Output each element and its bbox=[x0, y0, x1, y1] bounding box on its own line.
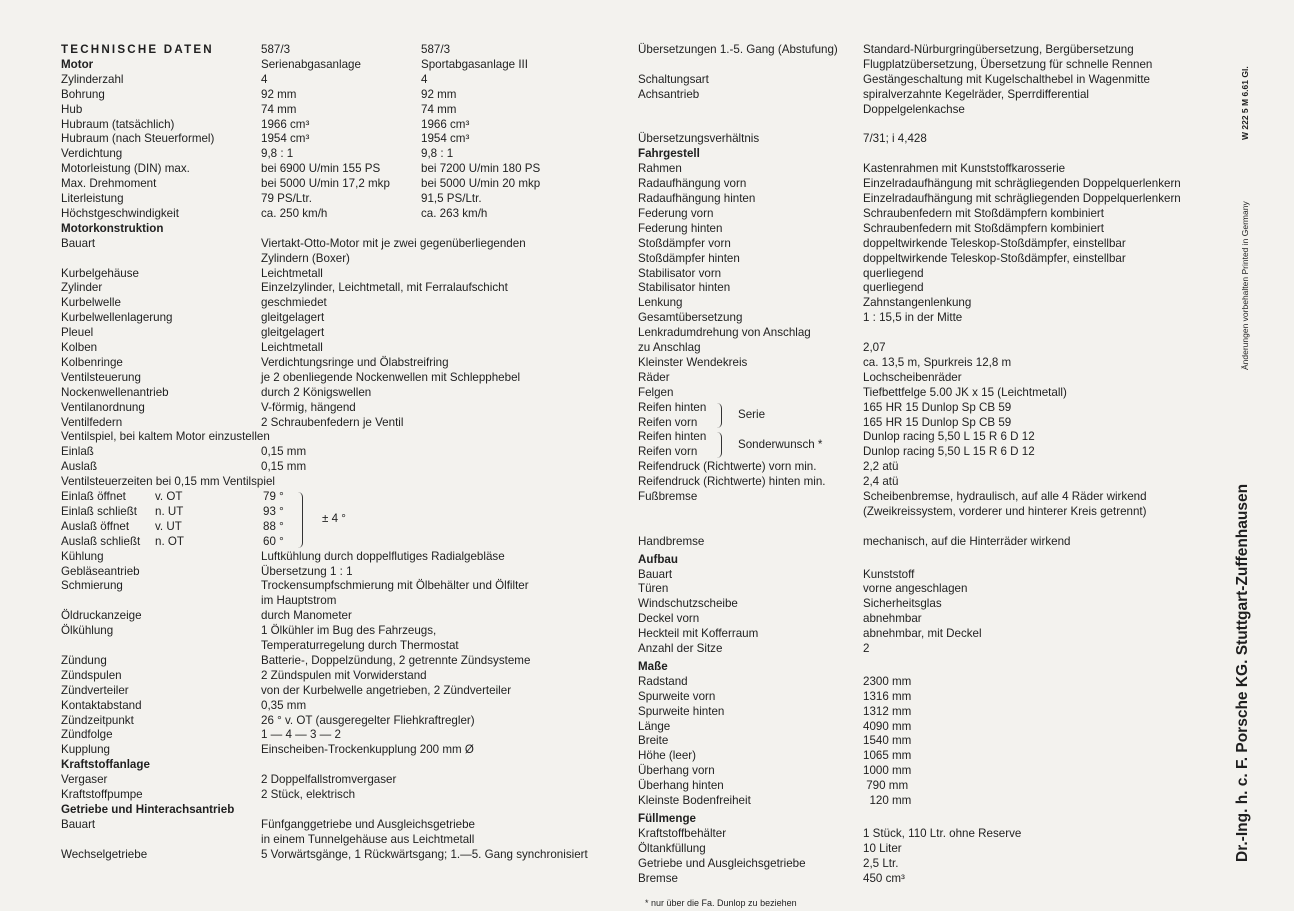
timing-reference: v. OT bbox=[155, 490, 183, 503]
tolerance-brace bbox=[296, 492, 303, 548]
spec-value: Übersetzung 1 : 1 bbox=[261, 564, 353, 578]
spec-label: Räder bbox=[638, 370, 670, 384]
spec-value: von der Kurbelwelle angetrieben, 2 Zündverteiler bbox=[261, 683, 512, 697]
spec-label: Heckteil mit Kofferraum bbox=[638, 627, 759, 641]
spec-label: Radstand bbox=[638, 674, 688, 688]
print-code: W 222 5 M 6.61 Gl. bbox=[1240, 66, 1250, 140]
spec-label: Lenkradumdrehung von Anschlag bbox=[638, 326, 811, 340]
spec-label: Länge bbox=[638, 719, 671, 733]
spec-label: Einlaß öffnet bbox=[61, 490, 126, 503]
spec-label: Hubraum (nach Steuerformel) bbox=[61, 132, 215, 146]
spec-value: 1000 mm bbox=[863, 764, 912, 778]
page-title: TECHNISCHE DATEN bbox=[61, 43, 214, 56]
spec-value: 88 ° bbox=[263, 519, 284, 533]
spec-label: Lenkung bbox=[638, 296, 683, 310]
spec-value: 1 : 15,5 in der Mitte bbox=[863, 311, 963, 325]
spec-label: Gebläseantrieb bbox=[61, 564, 140, 578]
spec-label: Verdichtung bbox=[61, 147, 123, 161]
spec-value: Flugplatzübersetzung, Übersetzung für schnelle Rennen bbox=[863, 57, 1153, 71]
spec-value: je 2 obenliegende Nockenwellen mit Schlepphebel bbox=[261, 370, 521, 384]
spec-value: Schraubenfedern mit Stoßdämpfern kombiniert bbox=[863, 221, 1105, 235]
spec-value-variant-2: bei 7200 U/min 180 PS bbox=[421, 162, 541, 176]
spec-label: Reifendruck (Richtwerte) hinten min. bbox=[638, 475, 826, 489]
spec-value: in einem Tunnelgehäuse aus Leichtmetall bbox=[261, 832, 475, 846]
spec-label: Kupplung bbox=[61, 743, 110, 757]
spec-label: Höhe (leer) bbox=[638, 749, 696, 763]
spec-value: abnehmbar bbox=[863, 612, 922, 626]
spec-value: 165 HR 15 Dunlop Sp CB 59 bbox=[863, 415, 1012, 429]
spec-value: 450 cm³ bbox=[863, 871, 905, 885]
spec-label: Felgen bbox=[638, 385, 674, 399]
spec-label: Rahmen bbox=[638, 162, 682, 176]
spec-label: Bauart bbox=[638, 567, 673, 581]
spec-label: Kühlung bbox=[61, 549, 104, 563]
spec-label: Zündzeitpunkt bbox=[61, 713, 134, 727]
spec-value: Doppelgelenkachse bbox=[863, 102, 965, 116]
spec-value-variant-1: 74 mm bbox=[261, 102, 297, 116]
spec-label: Kraftstoffbehälter bbox=[638, 826, 727, 840]
spec-label: Handbremse bbox=[638, 534, 705, 548]
spec-value: Zylindern (Boxer) bbox=[261, 251, 350, 265]
spec-value: doppeltwirkende Teleskop-Stoßdämpfer, einstellbar bbox=[863, 236, 1126, 250]
spec-label: Reifen vorn bbox=[638, 415, 698, 429]
spec-value-variant-1: ca. 250 km/h bbox=[261, 206, 328, 220]
spec-value-variant-2: 92 mm bbox=[421, 87, 457, 101]
spec-label: Fußbremse bbox=[638, 490, 698, 503]
section-heading-motorkonstruktion: Motorkonstruktion bbox=[61, 221, 164, 235]
spec-label: Stabilisator hinten bbox=[638, 281, 731, 295]
spec-value-variant-2: 1954 cm³ bbox=[421, 132, 470, 146]
spec-label: Ventilfedern bbox=[61, 415, 123, 429]
spec-value-variant-2: bei 5000 U/min 20 mkp bbox=[421, 177, 541, 191]
spec-label: Nockenwellenantrieb bbox=[61, 385, 169, 399]
spec-value: 2,5 Ltr. bbox=[863, 856, 899, 870]
variant-2-heading: Sportabgasanlage III bbox=[421, 57, 528, 71]
spec-label: Kleinste Bodenfreiheit bbox=[638, 794, 751, 807]
spec-label: Zündfolge bbox=[61, 728, 113, 742]
spec-label: Kleinster Wendekreis bbox=[638, 355, 748, 369]
spec-value-variant-1: bei 6900 U/min 155 PS bbox=[261, 162, 381, 176]
spec-label: Ölkühlung bbox=[61, 624, 114, 638]
spec-value-variant-1: 9,8 : 1 bbox=[261, 147, 294, 161]
spec-label: Auslaß öffnet bbox=[61, 519, 130, 533]
spec-label: Kraftstoffpumpe bbox=[61, 788, 143, 801]
spec-value: doppeltwirkende Teleskop-Stoßdämpfer, einstellbar bbox=[863, 251, 1126, 265]
section-heading-getriebe: Getriebe und Hinterachsantrieb bbox=[61, 802, 235, 816]
spec-value: im Hauptstrom bbox=[261, 594, 337, 608]
spec-value: 1312 mm bbox=[863, 704, 912, 718]
spec-value: 1 Ölkühler im Bug des Fahrzeugs, bbox=[261, 624, 437, 638]
company-imprint: Dr.-Ing. h. c. F. Porsche KG. Stuttgart-Zuffenhausen bbox=[1234, 483, 1251, 862]
spec-label: Windschutzscheibe bbox=[638, 597, 738, 611]
spec-value: Einscheiben-Trockenkupplung 200 mm Ø bbox=[261, 743, 474, 757]
spec-value: 1540 mm bbox=[863, 734, 912, 748]
spec-value: Luftkühlung durch doppelflutiges Radialgebläse bbox=[261, 549, 505, 563]
spec-value: Dunlop racing 5,50 L 15 R 6 D 12 bbox=[863, 430, 1035, 444]
spec-label: Radaufhängung hinten bbox=[638, 192, 756, 205]
spec-label: Stabilisator vorn bbox=[638, 266, 722, 280]
spec-value-variant-1: bei 5000 U/min 17,2 mkp bbox=[261, 177, 390, 191]
spec-value: querliegend bbox=[863, 281, 924, 295]
spec-value: Einzelzylinder, Leichtmetall, mit Ferralaufschicht bbox=[261, 281, 508, 295]
spec-label: Überhang vorn bbox=[638, 764, 715, 778]
spec-label: Schmierung bbox=[61, 579, 123, 593]
section-heading-aufbau: Aufbau bbox=[638, 552, 678, 566]
spec-label: Deckel vorn bbox=[638, 612, 700, 626]
tire-brace bbox=[716, 432, 722, 458]
tolerance-value: ± 4 ° bbox=[322, 512, 346, 526]
spec-value: Kastenrahmen mit Kunststoffkarosserie bbox=[863, 162, 1066, 176]
spec-value-variant-2: 1966 cm³ bbox=[421, 117, 470, 131]
spec-label: Einlaß schließt bbox=[61, 504, 138, 518]
spec-label: Öltankfüllung bbox=[638, 841, 706, 855]
spec-value: 2300 mm bbox=[863, 674, 912, 688]
spec-label: Vergaser bbox=[61, 773, 108, 787]
spec-value-variant-1: 92 mm bbox=[261, 87, 297, 101]
spec-label: Anzahl der Sitze bbox=[638, 642, 723, 655]
spec-value: Schraubenfedern mit Stoßdämpfern kombiniert bbox=[863, 206, 1105, 220]
spec-label: Zylinderzahl bbox=[61, 72, 124, 86]
print-note: Änderungen vorbehalten Printed in Germany bbox=[1240, 201, 1250, 370]
spec-value-variant-1: 4 bbox=[261, 72, 268, 86]
spec-value: Zahnstangenlenkung bbox=[863, 296, 972, 310]
spec-value: 2 Zündspulen mit Vorwiderstand bbox=[261, 668, 427, 682]
spec-label: Reifen hinten bbox=[638, 400, 707, 414]
spec-label: Zylinder bbox=[61, 281, 103, 295]
model-2-heading: 587/3 bbox=[421, 43, 451, 56]
spec-value: 1316 mm bbox=[863, 689, 912, 703]
spec-value: Gestängeschaltung mit Kugelschalthebel in Wagenmitte bbox=[863, 72, 1151, 86]
spec-label: Ventilanordnung bbox=[61, 400, 145, 414]
subheading-ventilspiel: Ventilspiel, bei kaltem Motor einzustellen bbox=[61, 430, 270, 444]
spec-label: Höchstgeschwindigkeit bbox=[61, 206, 179, 220]
spec-value: Lochscheibenräder bbox=[863, 370, 962, 384]
spec-value: 0,15 mm bbox=[261, 460, 307, 474]
spec-value: querliegend bbox=[863, 266, 924, 280]
spec-value: Tiefbettfelge 5.00 JK x 15 (Leichtmetall) bbox=[863, 385, 1067, 399]
spec-label: Stoßdämpfer vorn bbox=[638, 236, 731, 250]
spec-label: Radaufhängung vorn bbox=[638, 177, 747, 191]
tire-group-serie: Serie bbox=[738, 408, 766, 422]
spec-value: Batterie-, Doppelzündung, 2 getrennte Zündsysteme bbox=[261, 653, 531, 667]
spec-value-variant-2: 4 bbox=[421, 72, 428, 86]
spec-value: 2 Stück, elektrisch bbox=[261, 788, 356, 801]
spec-label: Motorleistung (DIN) max. bbox=[61, 162, 190, 176]
spec-value-variant-1: 1954 cm³ bbox=[261, 132, 310, 146]
spec-label: Achsantrieb bbox=[638, 87, 700, 101]
timing-reference: n. OT bbox=[155, 534, 184, 548]
spec-label: Stoßdämpfer hinten bbox=[638, 251, 740, 265]
spec-label: Spurweite hinten bbox=[638, 704, 725, 718]
tire-brace bbox=[716, 403, 722, 429]
spec-label: Reifendruck (Richtwerte) vorn min. bbox=[638, 460, 817, 474]
spec-value-variant-2: 91,5 PS/Ltr. bbox=[421, 192, 482, 205]
spec-label: Wechselgetriebe bbox=[61, 847, 148, 861]
spec-value-variant-1: 79 PS/Ltr. bbox=[261, 192, 312, 205]
spec-label: Kontaktabstand bbox=[61, 698, 142, 712]
spec-value: 2 Schraubenfedern je Ventil bbox=[261, 415, 404, 429]
spec-value: 5 Vorwärtsgänge, 1 Rückwärtsgang; 1.—5. Gang synchronisiert bbox=[261, 847, 588, 861]
spec-label: Spurweite vorn bbox=[638, 689, 716, 703]
spec-value: 2 bbox=[863, 642, 870, 655]
spec-value: 79 ° bbox=[263, 490, 284, 503]
spec-label: Hub bbox=[61, 102, 83, 116]
spec-value: mechanisch, auf die Hinterräder wirkend bbox=[863, 534, 1071, 548]
section-heading-fahrgestell: Fahrgestell bbox=[638, 147, 700, 161]
spec-label: Bohrung bbox=[61, 87, 105, 101]
spec-value: 1065 mm bbox=[863, 749, 912, 763]
subheading-steuerzeiten: Ventilsteuerzeiten bei 0,15 mm Ventilspiel bbox=[61, 475, 275, 489]
spec-label: Reifen vorn bbox=[638, 445, 698, 459]
spec-value: durch Manometer bbox=[261, 609, 352, 623]
spec-label: Reifen hinten bbox=[638, 430, 707, 444]
spec-value: geschmiedet bbox=[261, 296, 327, 310]
spec-value: Trockensumpfschmierung mit Ölbehälter und Ölfilter bbox=[261, 579, 529, 593]
spec-value: 93 ° bbox=[263, 504, 284, 518]
spec-label: Bauart bbox=[61, 236, 96, 250]
spec-label: Kurbelwelle bbox=[61, 296, 121, 310]
spec-label: Auslaß schließt bbox=[61, 534, 141, 548]
spec-value: Einzelradaufhängung mit schrägliegenden Doppelquerlenkern bbox=[863, 177, 1181, 191]
spec-value: 0,35 mm bbox=[261, 698, 307, 712]
spec-label: Schaltungsart bbox=[638, 72, 709, 86]
section-heading-fuellmenge: Füllmenge bbox=[638, 811, 696, 825]
spec-value: Temperaturregelung durch Thermostat bbox=[261, 639, 459, 652]
spec-value: 2,4 atü bbox=[863, 475, 899, 489]
spec-label: Kurbelwellenlagerung bbox=[61, 311, 173, 325]
spec-label: Zündung bbox=[61, 653, 107, 667]
spec-value-variant-2: 74 mm bbox=[421, 102, 457, 116]
spec-value: 1 Stück, 110 Ltr. ohne Reserve bbox=[863, 826, 1022, 840]
spec-value: V-förmig, hängend bbox=[261, 400, 356, 414]
spec-value: Leichtmetall bbox=[261, 266, 323, 280]
spec-value: 60 ° bbox=[263, 534, 284, 548]
spec-label: Auslaß bbox=[61, 460, 98, 474]
model-1-heading: 587/3 bbox=[261, 43, 291, 56]
spec-value: 2 Doppelfallstromvergaser bbox=[261, 773, 397, 787]
spec-value: abnehmbar, mit Deckel bbox=[863, 627, 982, 641]
section-heading-kraftstoff: Kraftstoffanlage bbox=[61, 758, 150, 772]
spec-value: 165 HR 15 Dunlop Sp CB 59 bbox=[863, 400, 1012, 414]
timing-reference: n. UT bbox=[155, 504, 184, 518]
spec-value: 790 mm bbox=[863, 779, 909, 793]
spec-value: 0,15 mm bbox=[261, 445, 307, 459]
spec-label: Hubraum (tatsächlich) bbox=[61, 117, 175, 131]
spec-label: Übersetzungsverhältnis bbox=[638, 132, 760, 146]
spec-value: Scheibenbremse, hydraulisch, auf alle 4 Räder wirkend bbox=[863, 490, 1147, 503]
spec-label: Pleuel bbox=[61, 326, 94, 340]
spec-label: Gesamtübersetzung bbox=[638, 311, 743, 325]
spec-value: 2,07 bbox=[863, 341, 886, 354]
spec-label: Kolben bbox=[61, 341, 98, 354]
spec-value: gleitgelagert bbox=[261, 311, 325, 325]
spec-label: Literleistung bbox=[61, 192, 124, 205]
spec-value: vorne angeschlagen bbox=[863, 582, 968, 596]
spec-value: durch 2 Königswellen bbox=[261, 385, 372, 399]
spec-value: Standard-Nürburgringübersetzung, Bergübersetzung bbox=[863, 43, 1134, 56]
spec-label: Kolbenringe bbox=[61, 355, 123, 369]
spec-value: 4090 mm bbox=[863, 719, 912, 733]
spec-value: 1 — 4 — 3 — 2 bbox=[261, 728, 341, 742]
spec-label: Federung hinten bbox=[638, 221, 723, 235]
spec-value: ca. 13,5 m, Spurkreis 12,8 m bbox=[863, 355, 1012, 369]
spec-value: 7/31; i 4,428 bbox=[863, 132, 927, 146]
spec-label: Einlaß bbox=[61, 445, 94, 459]
spec-label: Öldruckanzeige bbox=[61, 609, 142, 623]
spec-value-variant-2: ca. 263 km/h bbox=[421, 206, 488, 220]
spec-label: Getriebe und Ausgleichsgetriebe bbox=[638, 856, 806, 870]
tire-group-sonderwunsch: Sonderwunsch * bbox=[738, 437, 823, 451]
spec-label: Übersetzungen 1.-5. Gang (Abstufung) bbox=[638, 43, 838, 56]
spec-value: Verdichtungsringe und Ölabstreifring bbox=[261, 355, 449, 369]
timing-reference: v. UT bbox=[155, 519, 182, 533]
section-heading-masse: Maße bbox=[638, 659, 668, 673]
spec-label: Türen bbox=[638, 582, 669, 596]
spec-label: Überhang hinten bbox=[638, 779, 724, 793]
spec-value: 2,2 atü bbox=[863, 460, 899, 474]
spec-label: Kurbelgehäuse bbox=[61, 266, 139, 280]
spec-label: Zündverteiler bbox=[61, 683, 129, 697]
spec-value: gleitgelagert bbox=[261, 326, 325, 340]
spec-label: Federung vorn bbox=[638, 206, 714, 220]
spec-value: Leichtmetall bbox=[261, 341, 323, 354]
spec-value: 26 ° v. OT (ausgeregelter Fliehkraftregler) bbox=[261, 713, 475, 727]
footnote: * nur über die Fa. Dunlop zu beziehen bbox=[645, 898, 797, 909]
spec-value: (Zweikreissystem, vorderer und hinterer Kreis getrennt) bbox=[863, 504, 1147, 518]
spec-label: Bauart bbox=[61, 817, 96, 831]
spec-label: Zündspulen bbox=[61, 668, 122, 682]
spec-label: Breite bbox=[638, 734, 669, 748]
spec-value: 10 Liter bbox=[863, 841, 902, 855]
spec-value-variant-2: 9,8 : 1 bbox=[421, 147, 454, 161]
spec-value: Sicherheitsglas bbox=[863, 597, 942, 611]
spec-value: Viertakt-Otto-Motor mit je zwei gegenüberliegenden bbox=[261, 236, 526, 250]
spec-value: Dunlop racing 5,50 L 15 R 6 D 12 bbox=[863, 445, 1035, 459]
spec-label: zu Anschlag bbox=[638, 341, 701, 354]
spec-label: Ventilsteuerung bbox=[61, 370, 141, 384]
variant-1-heading: Serienabgasanlage bbox=[261, 57, 361, 71]
spec-value: 120 mm bbox=[863, 794, 912, 807]
spec-value: Kunststoff bbox=[863, 567, 915, 581]
spec-label: Bremse bbox=[638, 871, 678, 885]
section-heading-motor: Motor bbox=[61, 57, 94, 71]
spec-value: spiralverzahnte Kegelräder, Sperrdifferential bbox=[863, 87, 1089, 101]
spec-value-variant-1: 1966 cm³ bbox=[261, 117, 310, 131]
spec-value: Einzelradaufhängung mit schrägliegenden Doppelquerlenkern bbox=[863, 192, 1181, 205]
spec-value: Fünfganggetriebe und Ausgleichsgetriebe bbox=[261, 817, 475, 831]
spec-label: Max. Drehmoment bbox=[61, 177, 157, 191]
